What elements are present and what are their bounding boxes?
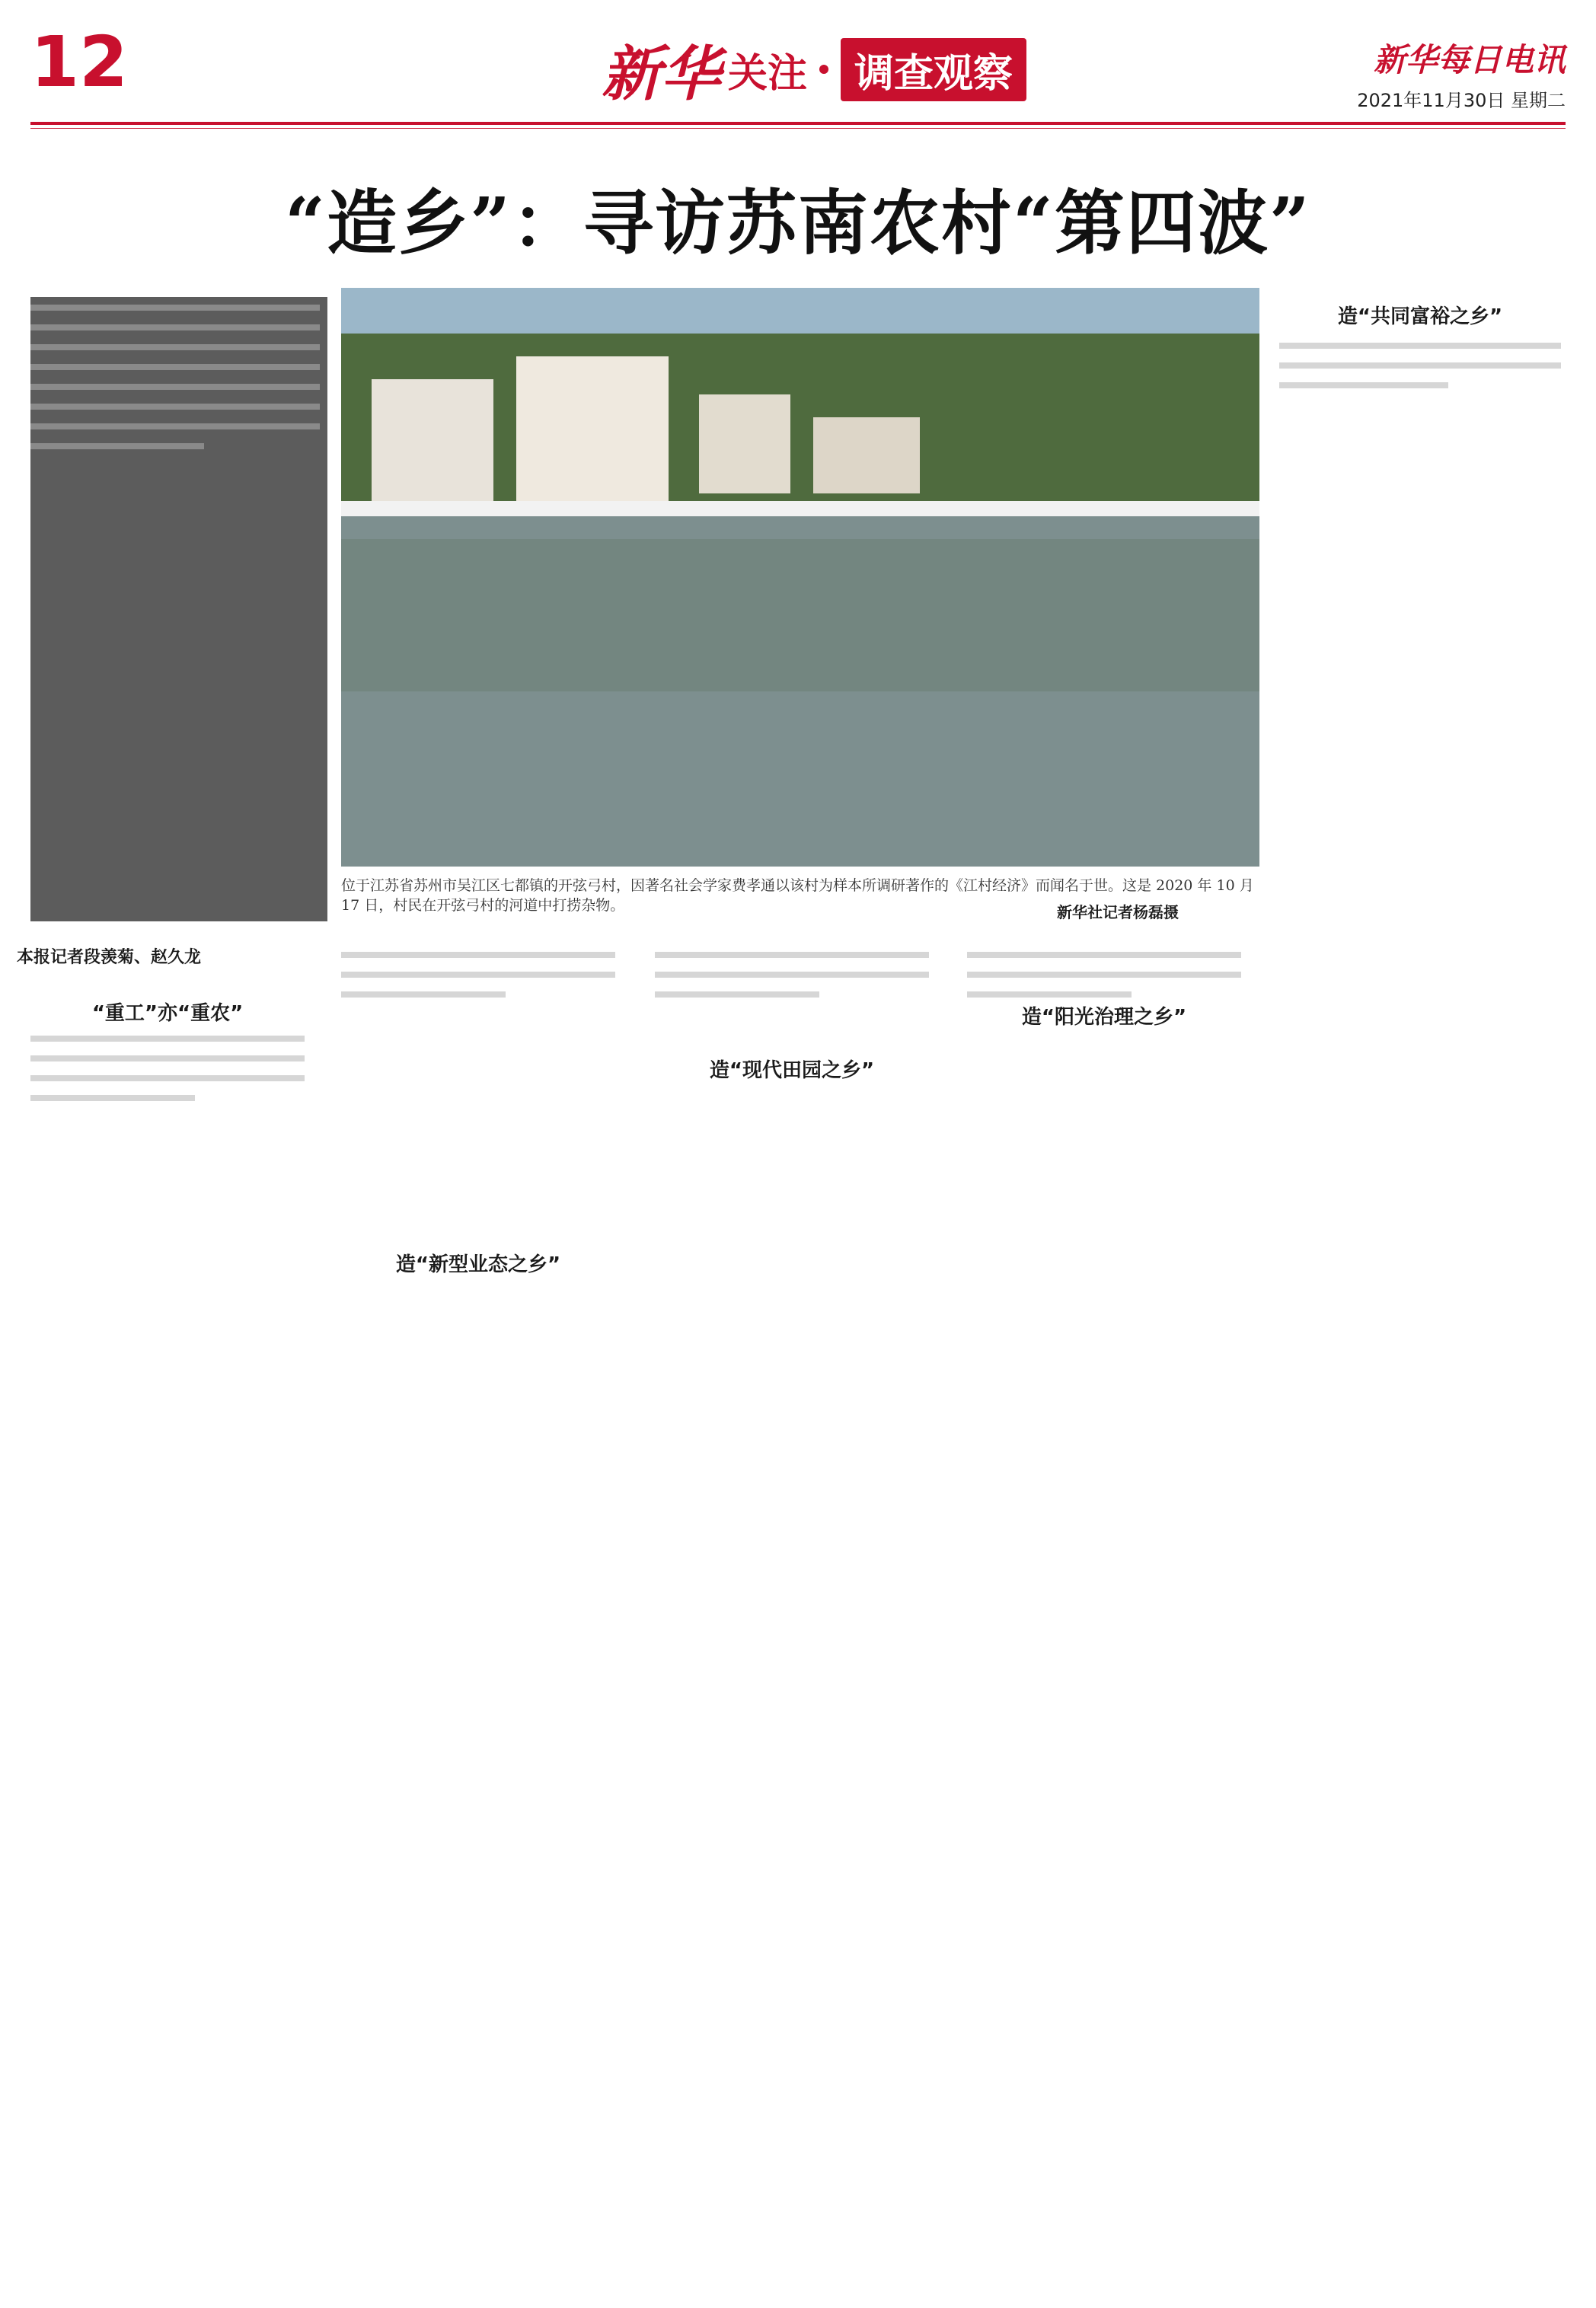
section-heading-2: 造“新型业态之乡” (395, 1253, 561, 1276)
header-rule (30, 122, 1566, 125)
separator-dot (819, 65, 828, 74)
section-heading-3: 造“现代田园之乡” (709, 1059, 875, 1082)
section-heading-4: 造“阳光治理之乡” (1021, 1006, 1187, 1029)
headline: “造乡”：寻访苏南农村“第四波” (285, 182, 1311, 264)
column-4-placeholder (967, 952, 1241, 2284)
column-1-placeholder (30, 1036, 305, 2284)
brand-logo: 新华 (602, 40, 721, 109)
photo-credit: 新华社记者杨磊摄 (1057, 903, 1179, 921)
lead-placeholder (30, 305, 320, 463)
column-3-placeholder (655, 952, 929, 2284)
header-rule-thin (30, 128, 1566, 129)
byline: 本报记者段羡菊、赵久龙 (17, 948, 202, 967)
masthead (602, 27, 1026, 111)
paper-date: 2021年11月30日 星期二 (1357, 90, 1566, 111)
village-photo (341, 288, 1259, 867)
column-2-placeholder (341, 952, 615, 2284)
page-number: 12 (30, 21, 129, 103)
paper-info (1357, 35, 1566, 112)
section-name: 关注 (728, 50, 808, 97)
paper-name: 新华每日电讯 (1373, 41, 1566, 78)
section-heading-1: “重工”亦“重农” (91, 1002, 244, 1025)
column-5-placeholder (1279, 343, 1561, 2284)
photo-caption: 位于江苏省苏州市吴江区七都镇的开弦弓村，因著名社会学家费孝通以该村为样本所调研著作的《江村经济》而闻名于世。这是 2020 年 10 月 17 日，村民在开弦弓村的河道中打捞杂物。 (341, 877, 1254, 914)
section-tag: 调查观察 (841, 38, 1026, 101)
section-heading-5: 造“共同富裕之乡” (1337, 305, 1503, 328)
